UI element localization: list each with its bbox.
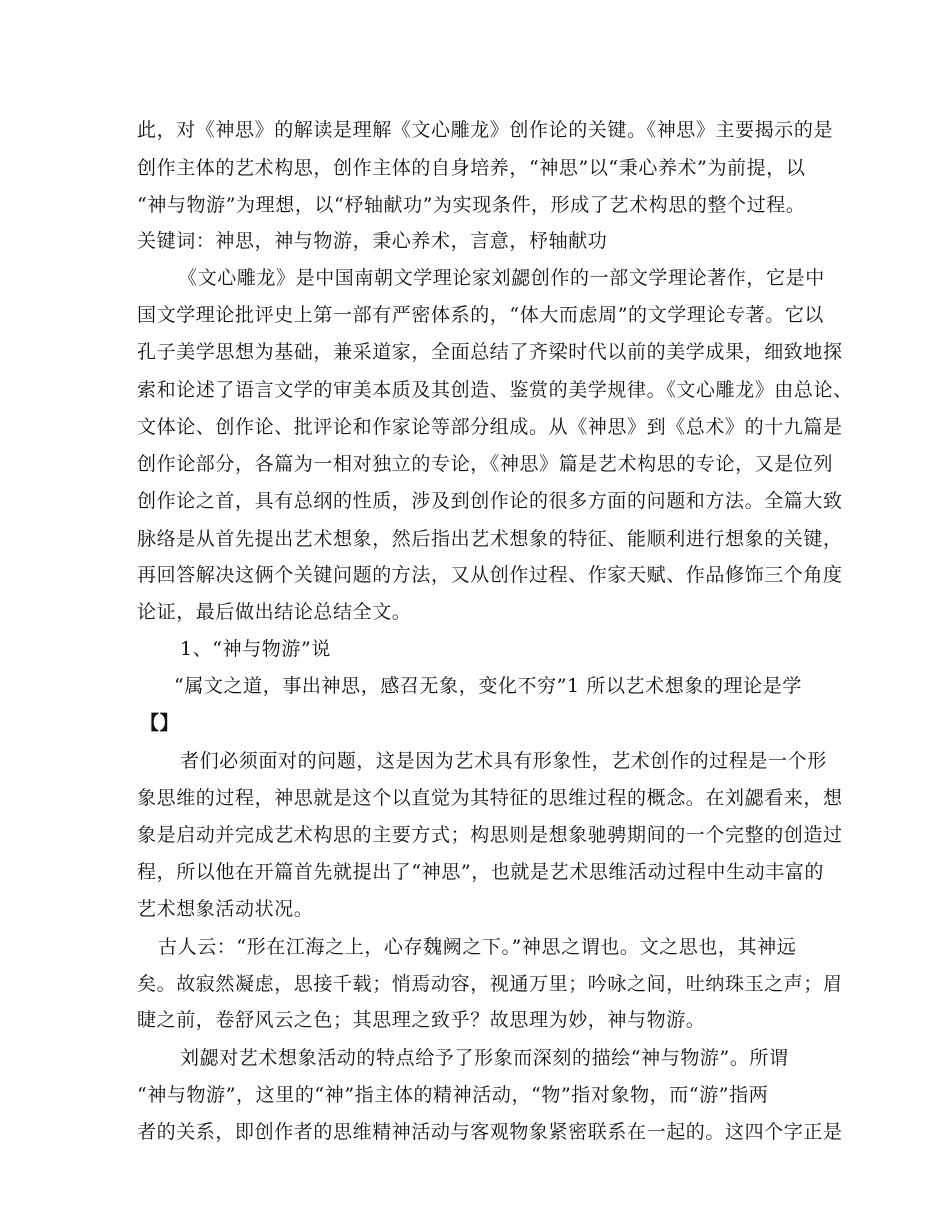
- text-line: 象思维的过程，神思就是这个以直觉为其特征的思维过程的概念。在刘勰看来，想: [137, 787, 843, 809]
- text-line: “属文之道，事出神思，感召无象，变化不穷”1 所以艺术想象的理论是学: [174, 675, 802, 697]
- text-line: 孔子美学思想为基础，兼采道家，全面总结了齐梁时代以前的美学成果，细致地探: [137, 341, 843, 363]
- bracket-marker: 【】: [140, 712, 180, 734]
- text-line: 艺术想象活动状况。: [137, 898, 314, 920]
- text-line: 再回答解决这俩个关键问题的方法，又从创作过程、作家天赋、作品修饰三个角度: [137, 564, 843, 586]
- text-line: “神与物游”为理想，以“杼轴献功”为实现条件，形成了艺术构思的整个过程。: [137, 194, 806, 216]
- text-line: 国文学理论批评史上第一部有严密体系的，“体大而虑周”的文学理论专著。它以: [137, 304, 825, 326]
- text-line: 创作主体的艺术构思，创作主体的自身培养，“神思”以“秉心养术”为前提，以: [137, 157, 806, 179]
- text-line: 古人云：“形在江海之上，心存魏阙之下。”神思之谓也。文之思也，其神远: [158, 936, 797, 958]
- text-line: 矣。故寂然凝虑，思接千载；悄焉动容，视通万里；吟咏之间，吐纳珠玉之声；眉: [137, 973, 843, 995]
- text-line: 论证，最后做出结论总结全文。: [137, 601, 412, 623]
- text-line: 创作论之首，具有总纲的性质，涉及到创作论的很多方面的问题和方法。全篇大致: [137, 490, 843, 512]
- text-line: 者的关系，即创作者的思维精神活动与客观物象紧密联系在一起的。这四个字正是: [137, 1121, 843, 1143]
- section-heading: 1、“神与物游”说: [180, 638, 331, 660]
- text-line: “神与物游”，这里的“神”指主体的精神活动，“物”指对象物，而“游”指两: [137, 1084, 769, 1106]
- text-line: 象是启动并完成艺术构思的主要方式；构思则是想象驰骋期间的一个完整的创造过: [137, 824, 843, 846]
- text-line: 睫之前，卷舒风云之色；其思理之致乎？故思理为妙，神与物游。: [137, 1009, 706, 1031]
- text-line: 刘勰对艺术想象活动的特点给予了形象而深刻的描绘“神与物游”。所谓: [180, 1047, 789, 1069]
- text-line: 创作论部分，各篇为一相对独立的专论，《神思》篇是艺术构思的专论，又是位列: [137, 453, 834, 475]
- text-line: 索和论述了语言文学的审美本质及其创造、鉴赏的美学规律。《文心雕龙》由总论、: [137, 379, 853, 401]
- text-line: 者们必须面对的问题，这是因为艺术具有形象性，艺术创作的过程是一个形: [180, 750, 827, 772]
- keywords-line: 关键词：神思，神与物游，秉心养术，言意，杼轴献功: [137, 230, 608, 252]
- text-line: 脉络是从首先提出艺术想象，然后指出艺术想象的特征、能顺利进行想象的关键，: [137, 528, 843, 550]
- text-line: 程，所以他在开篇首先就提出了“神思”，也就是艺术思维活动过程中生动丰富的: [137, 861, 825, 883]
- text-line: 此，对《神思》的解读是理解《文心雕龙》创作论的关键。《神思》主要揭示的是: [137, 119, 834, 141]
- text-line: 《文心雕龙》是中国南朝文学理论家刘勰创作的一部文学理论著作，它是中: [178, 267, 825, 289]
- text-line: 文体论、创作论、批评论和作家论等部分组成。从《神思》到《总术》的十九篇是: [137, 416, 843, 438]
